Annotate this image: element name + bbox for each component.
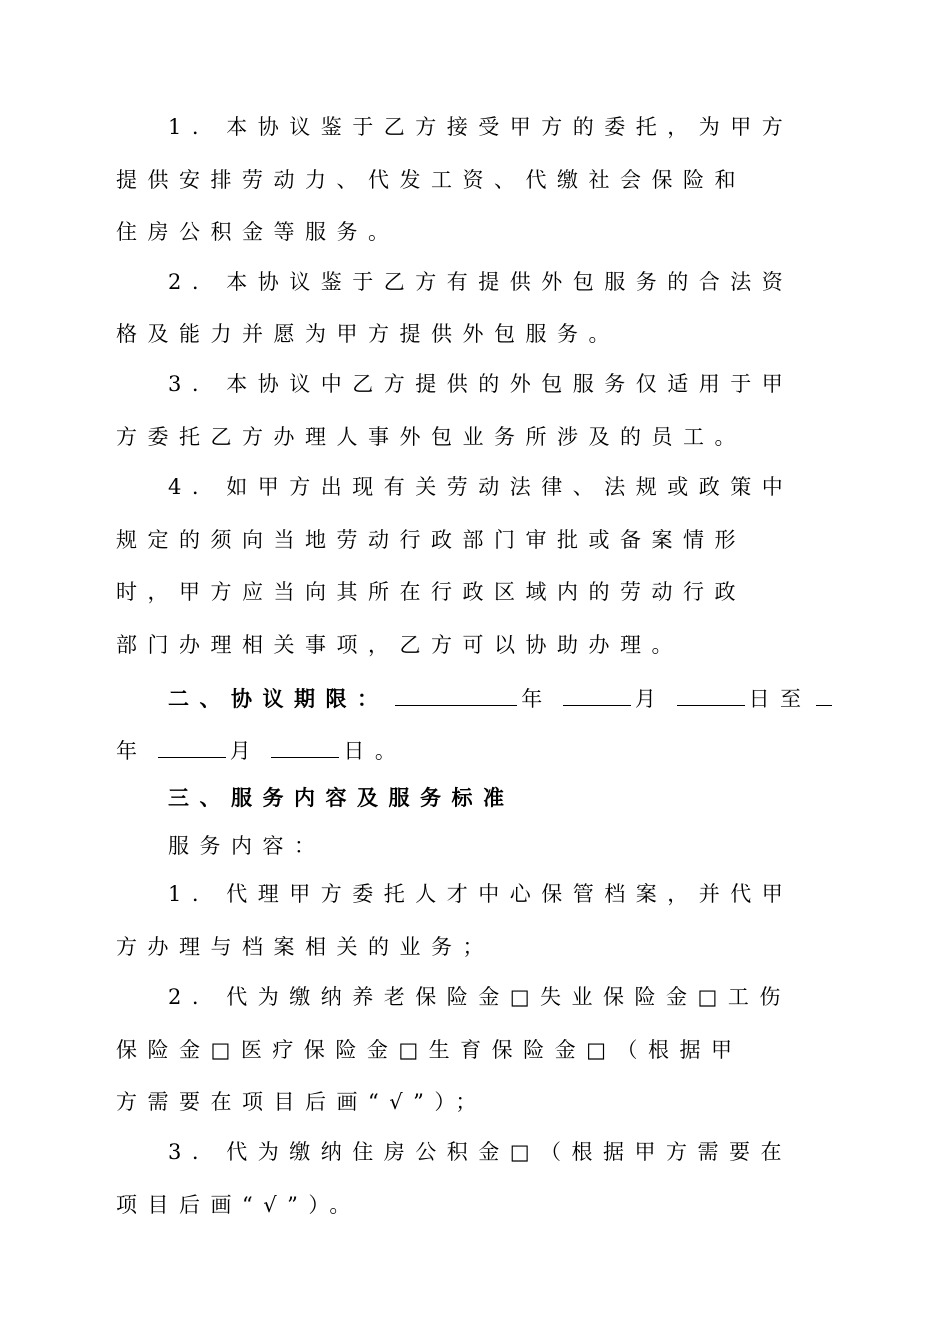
service-item-2-line-3: 方需要在项目后画“√”）； <box>116 1090 487 1114</box>
paragraph-2-line-1: 2. 本协议鉴于乙方有提供外包服务的合法资 <box>168 270 794 294</box>
paragraph-1-line-2: 提供安排劳动力、代发工资、代缴社会保险和 <box>116 168 746 192</box>
blank-end-day[interactable] <box>271 738 339 758</box>
paragraph-4-line-4: 部门办理相关事项，乙方可以协助办理。 <box>116 633 683 657</box>
service-content-subheading: 服务内容： <box>168 834 326 858</box>
service-item-3-line-2: 项目后画“√”）。 <box>116 1193 361 1217</box>
service-item-2-line-2: 保险金□医疗保险金□生育保险金□（根据甲 <box>116 1038 743 1062</box>
paragraph-1-line-1: 1. 本协议鉴于乙方接受甲方的委托，为甲方 <box>168 115 794 139</box>
blank-start-day[interactable] <box>677 686 745 706</box>
paragraph-4-line-1: 4. 如甲方出现有关劳动法律、法规或政策中 <box>168 475 794 499</box>
agreement-period-line <box>168 686 836 710</box>
paragraph-3-line-2: 方委托乙方办理人事外包业务所涉及的员工。 <box>116 425 746 449</box>
paragraph-2-line-2: 格及能力并愿为甲方提供外包服务。 <box>116 322 620 346</box>
blank-start-year[interactable] <box>395 686 517 706</box>
paragraph-1-line-3: 住房公积金等服务。 <box>116 220 400 244</box>
service-item-1-line-2: 方办理与档案相关的业务； <box>116 935 494 959</box>
label-month-2: 月 <box>229 739 251 763</box>
blank-end-year[interactable] <box>816 686 832 706</box>
label-year-1: 年 <box>521 687 543 711</box>
section-3-heading: 三、服务内容及服务标准 <box>168 785 515 810</box>
label-day-to: 日至 <box>748 687 812 711</box>
service-item-2-line-1: 2. 代为缴纳养老保险金□失业保险金□工伤 <box>168 985 791 1009</box>
section-2-heading: 二、协议期限： <box>168 686 389 711</box>
blank-end-month[interactable] <box>158 738 226 758</box>
agreement-period-line-2 <box>116 738 406 762</box>
label-day-end: 日。 <box>343 739 407 763</box>
label-month-1: 月 <box>634 687 656 711</box>
service-item-3-line-1: 3. 代为缴纳住房公积金□（根据甲方需要在 <box>168 1140 793 1164</box>
paragraph-4-line-3: 时，甲方应当向其所在行政区域内的劳动行政 <box>116 580 746 604</box>
label-year-2: 年 <box>116 739 137 763</box>
blank-start-month[interactable] <box>563 686 631 706</box>
service-item-1-line-1: 1. 代理甲方委托人才中心保管档案，并代甲 <box>168 882 794 906</box>
paragraph-3-line-1: 3. 本协议中乙方提供的外包服务仅适用于甲 <box>168 372 794 396</box>
paragraph-4-line-2: 规定的须向当地劳动行政部门审批或备案情形 <box>116 528 746 552</box>
